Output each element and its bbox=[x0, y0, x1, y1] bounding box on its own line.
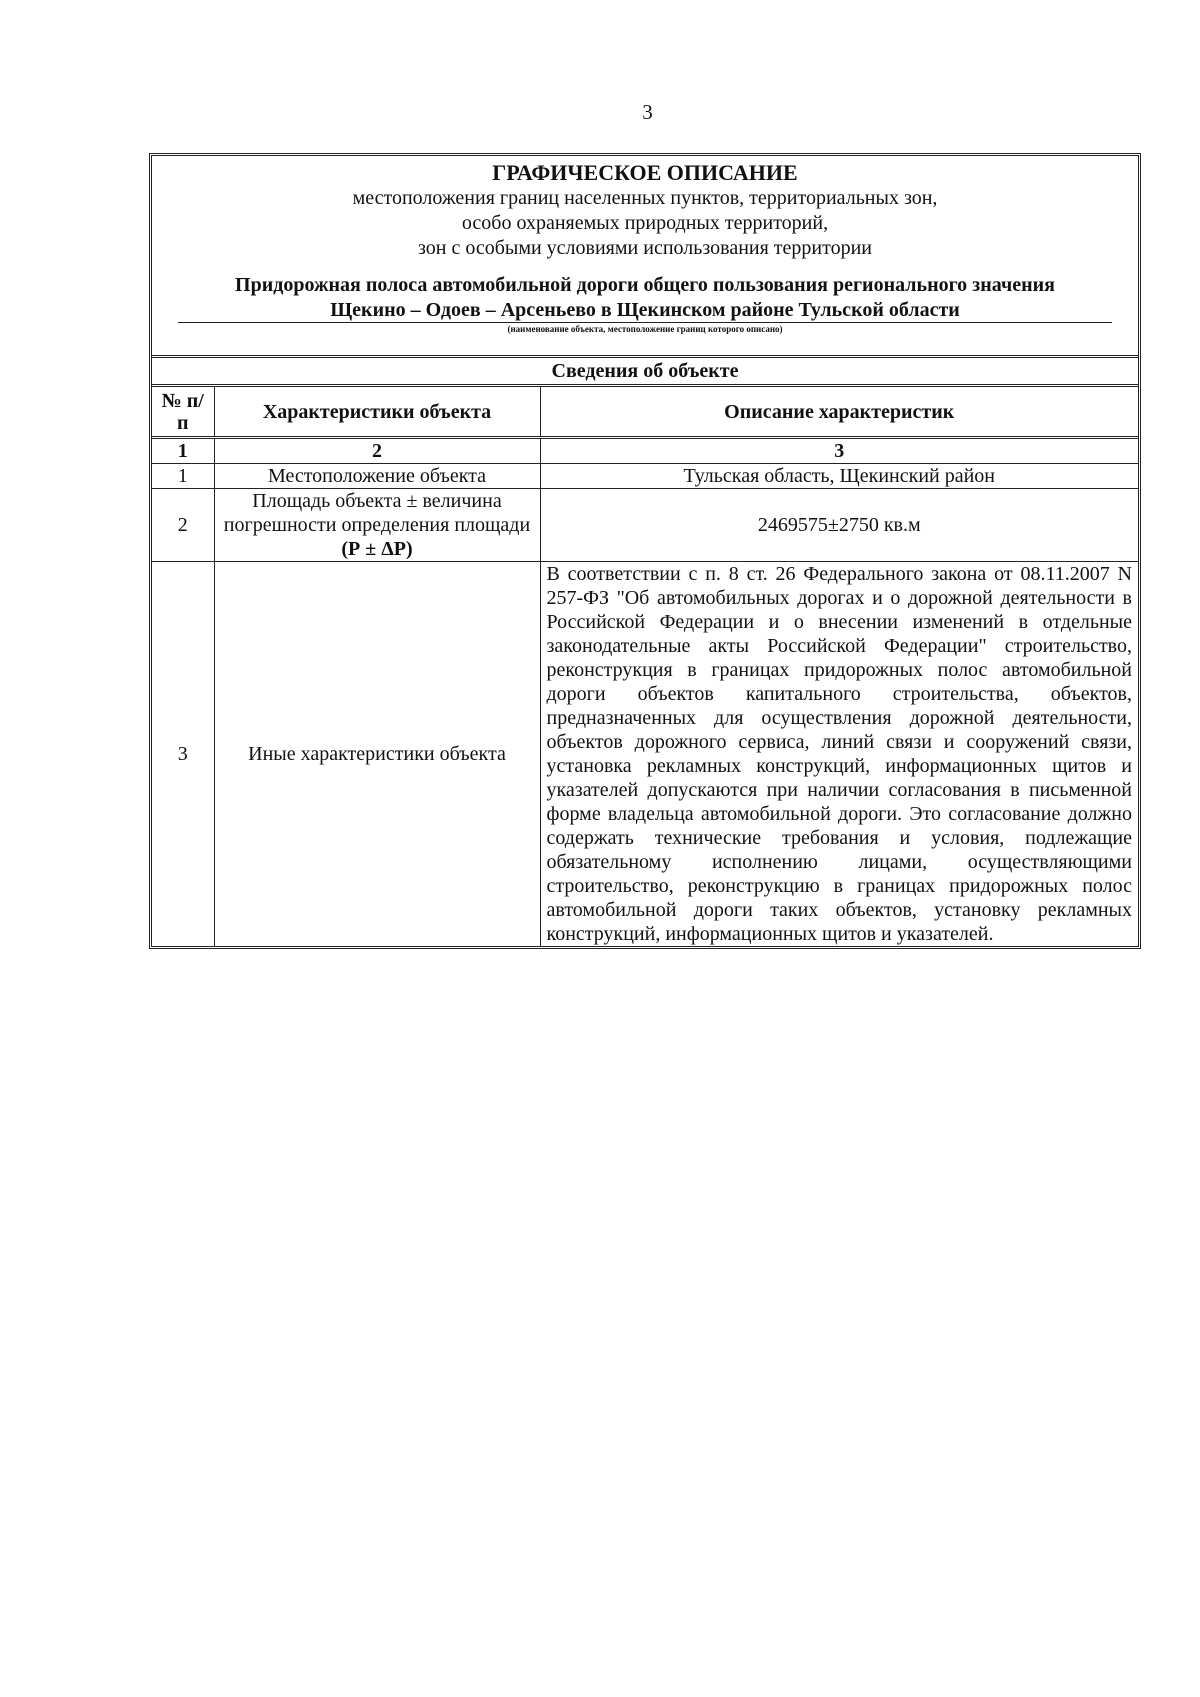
page-number: 3 bbox=[642, 100, 653, 124]
column-header-characteristic: Характеристики объекта bbox=[214, 387, 540, 438]
row-characteristic: Местоположение объекта bbox=[214, 464, 540, 489]
column-header-number: № п/п bbox=[152, 387, 214, 438]
table-row bbox=[152, 464, 1138, 489]
object-name-line: Щекино – Одоев – Арсеньево в Щекинском районе Тульской области bbox=[330, 299, 960, 321]
row-characteristic-formula: (Р ± ΔР) bbox=[341, 538, 413, 560]
section-title: Сведения об объекте bbox=[152, 358, 1138, 387]
document-subtitle-line: зон с особыми условиями использования территории bbox=[417, 237, 873, 259]
table-row bbox=[152, 562, 1138, 947]
column-header-description: Описание характеристик bbox=[540, 387, 1138, 438]
table-index-row bbox=[152, 438, 1138, 464]
object-name-caption: (наименование объекта, местоположение границ которого описано) bbox=[507, 324, 783, 334]
row-characteristic: Иные характеристики объекта bbox=[214, 562, 540, 947]
table-header-row bbox=[152, 387, 1138, 438]
row-description: 2469575±2750 кв.м bbox=[540, 489, 1138, 562]
document-subtitle-line: особо охраняемых природных территорий, bbox=[461, 212, 829, 234]
document-subtitle-line: местоположения границ населенных пунктов, территориальных зон, bbox=[352, 187, 938, 209]
row-characteristic-text: Площадь объекта ± величина погрешности определения площади bbox=[223, 490, 531, 536]
row-description: Тульская область, Щекинский район bbox=[540, 464, 1138, 489]
graphic-description-form bbox=[149, 153, 1141, 949]
row-characteristic bbox=[214, 489, 540, 562]
row-number: 2 bbox=[152, 489, 214, 562]
table-row bbox=[152, 489, 1138, 562]
row-number: 1 bbox=[152, 464, 214, 489]
index-cell: 1 bbox=[152, 438, 214, 464]
document-title: ГРАФИЧЕСКОЕ ОПИСАНИЕ bbox=[492, 160, 798, 185]
row-description: В соответствии с п. 8 ст. 26 Федерального закона от 08.11.2007 N 257-ФЗ "Об автомобильных дорогах и о дорожной деятельности в Российской Федерации и о внесении изменений в отдельные законодательные акты Российской Федерации" строительство, реконструкция в границах придорожных полос автомобильной дороги объектов капитального строительства, объектов, предназначенных для осуществления дорожной деятельности, объектов дорожного сервиса, линий связи и сооружений связи, установка рекламных конструкций, информационных щитов и указателей допускаются при наличии согласования в письменной форме владельца автомобильной дороги. Это согласование должно содержать технические требования и условия, подлежащие обязательному исполнению лицами, осуществляющими строительство, реконструкцию в границах придорожных полос автомобильной дороги таких объектов, установку рекламных конструкций, информационных щитов и указателей. bbox=[540, 562, 1138, 947]
index-cell: 2 bbox=[214, 438, 540, 464]
form-header bbox=[152, 156, 1138, 358]
row-number: 3 bbox=[152, 562, 214, 947]
object-info-table bbox=[152, 387, 1138, 946]
object-name-line: Придорожная полоса автомобильной дороги общего пользования регионального значения bbox=[235, 274, 1055, 296]
index-cell: 3 bbox=[540, 438, 1138, 464]
